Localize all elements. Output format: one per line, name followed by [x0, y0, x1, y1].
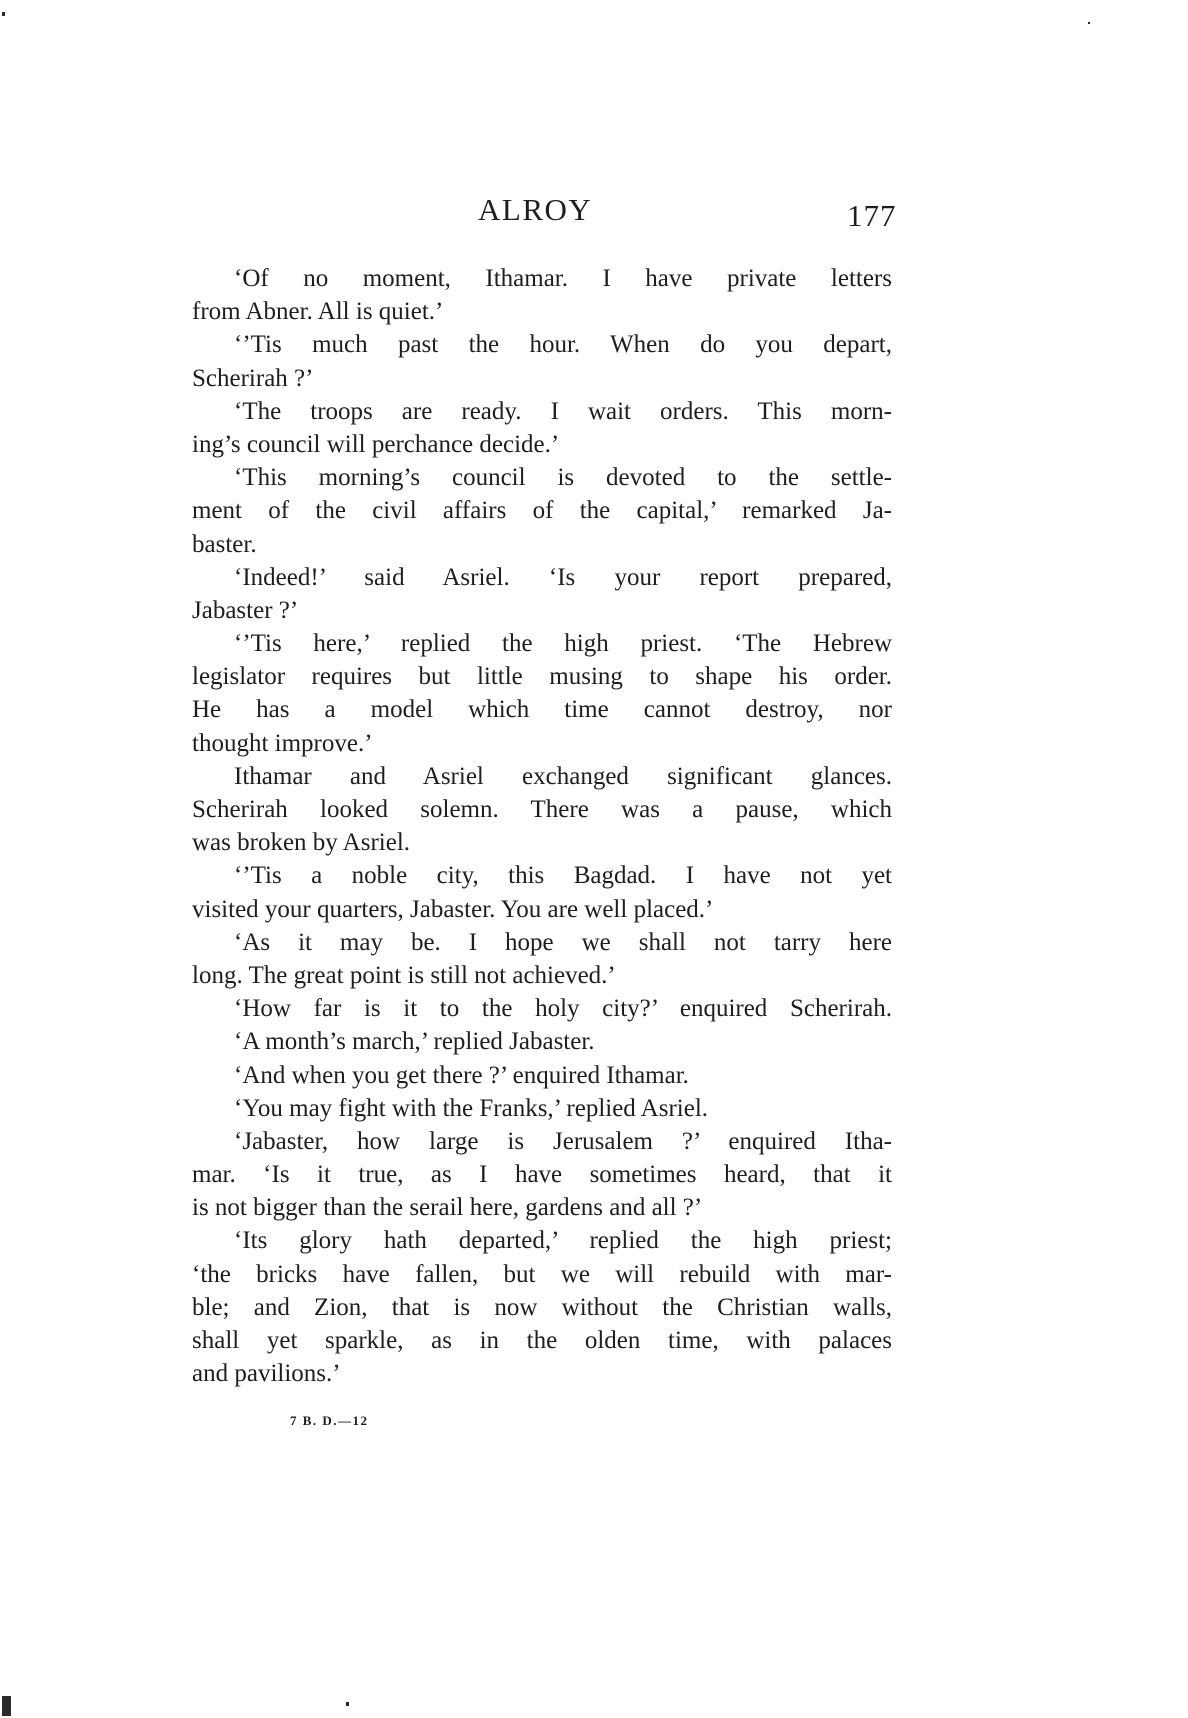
running-header-title: ALROY: [478, 192, 593, 227]
scan-speck: [346, 1702, 349, 1706]
text-line: ‘’Tis much past the hour. When do you depart,: [234, 331, 892, 359]
text-line: ‘A month’s march,’ replied Jabaster.: [234, 1028, 595, 1056]
scan-speck: [2, 12, 5, 16]
text-line: is not bigger than the serail here, gardens and all ?’: [192, 1194, 703, 1222]
text-line: and pavilions.’: [192, 1360, 341, 1388]
text-line: ‘’Tis a noble city, this Bagdad. I have not yet: [234, 862, 892, 890]
text-line: ment of the civil affairs of the capital,’ remarked Ja-: [192, 497, 892, 525]
text-line: mar. ‘Is it true, as I have sometimes heard, that it: [192, 1161, 892, 1189]
text-line: ‘Jabaster, how large is Jerusalem ?’ enquired Itha-: [234, 1127, 892, 1155]
scan-speck: [1088, 22, 1090, 24]
text-line: ‘Indeed!’ said Asriel. ‘Is your report prepared,: [234, 563, 892, 591]
text-line: thought improve.’: [192, 729, 373, 757]
text-line: ing’s council will perchance decide.’: [192, 430, 560, 458]
text-line: ‘’Tis here,’ replied the high priest. ‘The Hebrew: [234, 630, 892, 658]
body-text: [192, 262, 892, 1390]
text-line: ‘This morning’s council is devoted to the settle-: [234, 464, 892, 492]
text-line: ble; and Zion, that is now without the Christian walls,: [192, 1293, 892, 1321]
text-line: ‘Of no moment, Ithamar. I have private letters: [234, 265, 892, 292]
text-line: ‘And when you get there ?’ enquired Ithamar.: [234, 1061, 689, 1089]
text-line: visited your quarters, Jabaster. You are well placed.’: [192, 895, 714, 923]
page-number: 177: [847, 198, 897, 233]
text-line: legislator requires but little musing to shape his order.: [192, 663, 892, 691]
text-line: ‘As it may be. I hope we shall not tarry here: [234, 928, 892, 956]
text-line: ‘The troops are ready. I wait orders. This morn-: [234, 397, 892, 425]
text-line: long. The great point is still not achieved.’: [192, 961, 616, 989]
text-line: ‘You may fight with the Franks,’ replied Asriel.: [234, 1094, 709, 1122]
text-line: Scherirah looked solemn. There was a pause, which: [192, 796, 892, 823]
text-line: shall yet sparkle, as in the olden time, with palaces: [192, 1327, 892, 1354]
text-line: was broken by Asriel.: [192, 829, 411, 857]
printer-signature-mark: 7 B. D.—12: [290, 1413, 369, 1428]
scan-speck: [2, 1696, 11, 1716]
text-line: ‘the bricks have fallen, but we will rebuild with mar-: [192, 1260, 892, 1288]
text-line: ‘How far is it to the holy city?’ enquired Scherirah.: [234, 995, 892, 1023]
text-line: He has a model which time cannot destroy, nor: [192, 696, 892, 724]
text-line: Scherirah ?’: [192, 364, 314, 392]
text-line: baster.: [192, 530, 257, 558]
text-line: ‘Its glory hath departed,’ replied the high priest;: [234, 1227, 892, 1255]
text-line: from Abner. All is quiet.’: [192, 298, 444, 326]
text-line: Jabaster ?’: [192, 596, 299, 624]
text-line: Ithamar and Asriel exchanged significant glances.: [234, 762, 892, 790]
